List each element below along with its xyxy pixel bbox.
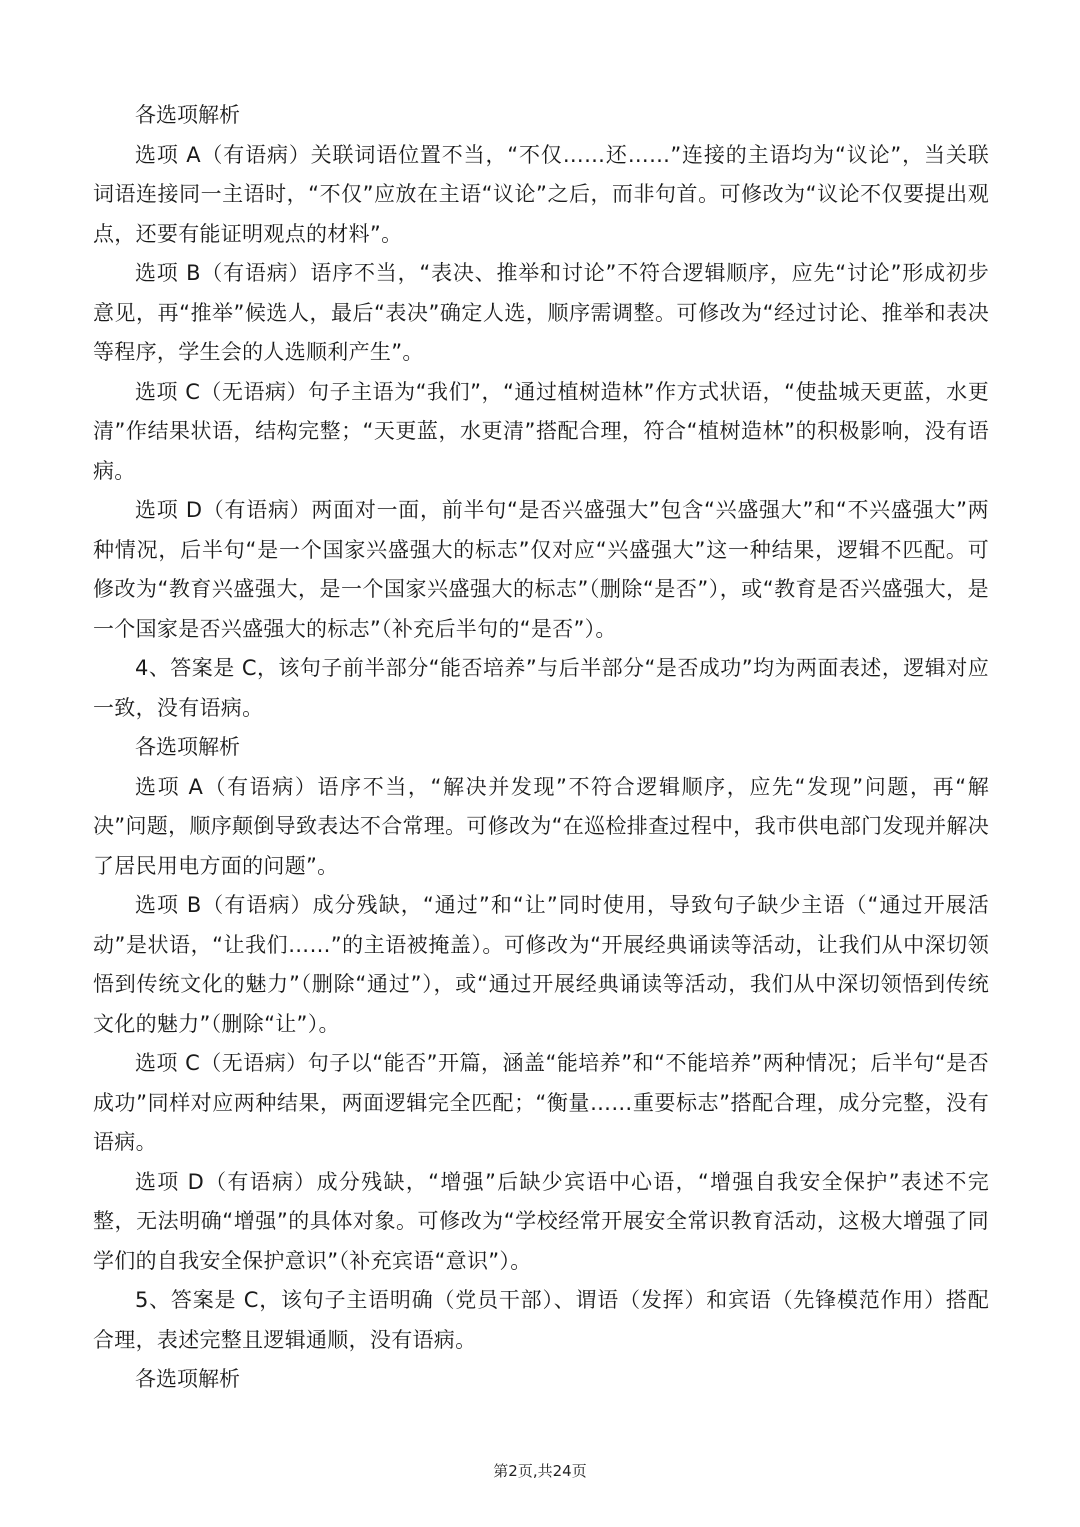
paragraph-answer-5: 5、答案是 C，该句子主语明确（党员干部）、谓语（发挥）和宾语（先锋模范作用）搭配合理，表述完整且逻辑通顺，没有语病。 — [93, 1288, 989, 1352]
paragraph-option-b: 选项 B（有语病）成分残缺，“通过”和“让”同时使用，导致句子缺少主语（“通过开展活动”是状语，“让我们……”的主语被掩盖）。可修改为“开展经典诵读等活动，让我们从中深切领悟到传统文化的魅力”（删除“通过”），或“通过开展经典诵读等活动，我们从中深切领悟到传统文化的魅力”（删除“让”）。 — [93, 893, 989, 1036]
paragraph-option-b: 选项 B（有语病）语序不当，“表决、推举和讨论”不符合逻辑顺序，应先“讨论”形成初步意见，再“推举”候选人，最后“表决”确定人选，顺序需调整。可修改为“经过讨论、推举和表决等程序，学生会的人选顺利产生”。 — [93, 261, 989, 364]
paragraph-option-a: 选项 A（有语病）关联词语位置不当，“不仅……还……”连接的主语均为“议论”，当关联词语连接同一主语时，“不仅”应放在主语“议论”之后，而非句首。可修改为“议论不仅要提出观点，还要有能证明观点的材料”。 — [93, 142, 989, 246]
paragraph-option-d: 选项 D（有语病）成分残缺，“增强”后缺少宾语中心语，“增强自我安全保护”表述不完整，无法明确“增强”的具体对象。可修改为“学校经常开展安全常识教育活动，这极大增强了同学们的自我安全保护意识”（补充宾语“意识”）。 — [93, 1169, 989, 1273]
paragraph-option-d: 选项 D（有语病）两面对一面，前半句“是否兴盛强大”包含“兴盛强大”和“不兴盛强大”两种情况，后半句“是一个国家兴盛强大的标志”仅对应“兴盛强大”这一种结果，逻辑不匹配。可修改为“教育兴盛强大，是一个国家兴盛强大的标志”（删除“是否”），或“教育是否兴盛强大，是一个国家是否兴盛强大的标志”（补充后半句的“是否”）。 — [93, 498, 989, 641]
document-body — [93, 96, 989, 1400]
paragraph-option-c: 选项 C（无语病）句子主语为“我们”，“通过植树造林”作方式状语，“使盐城天更蓝，水更清”作结果状语，结构完整；“天更蓝，水更清”搭配合理，符合“植树造林”的积极影响，没有语病。 — [93, 379, 989, 483]
section-heading: 各选项解析 — [135, 103, 240, 127]
page-indicator: 第2页,共24页 — [493, 1462, 587, 1480]
paragraph-option-c: 选项 C（无语病）句子以“能否”开篇，涵盖“能培养”和“不能培养”两种情况；后半句“是否成功”同样对应两种结果，两面逻辑完全匹配；“衡量……重要标志”搭配合理，成分完整，没有语病。 — [93, 1051, 989, 1154]
section-heading: 各选项解析 — [135, 735, 240, 759]
paragraph-answer-4: 4、答案是 C，该句子前半部分“能否培养”与后半部分“是否成功”均为两面表述，逻辑对应一致，没有语病。 — [93, 656, 989, 720]
paragraph-option-a: 选项 A（有语病）语序不当，“解决并发现”不符合逻辑顺序，应先“发现”问题，再“解决”问题，顺序颠倒导致表达不合常理。可修改为“在巡检排查过程中，我市供电部门发现并解决了居民用电方面的问题”。 — [93, 774, 989, 878]
section-heading: 各选项解析 — [135, 1367, 240, 1391]
